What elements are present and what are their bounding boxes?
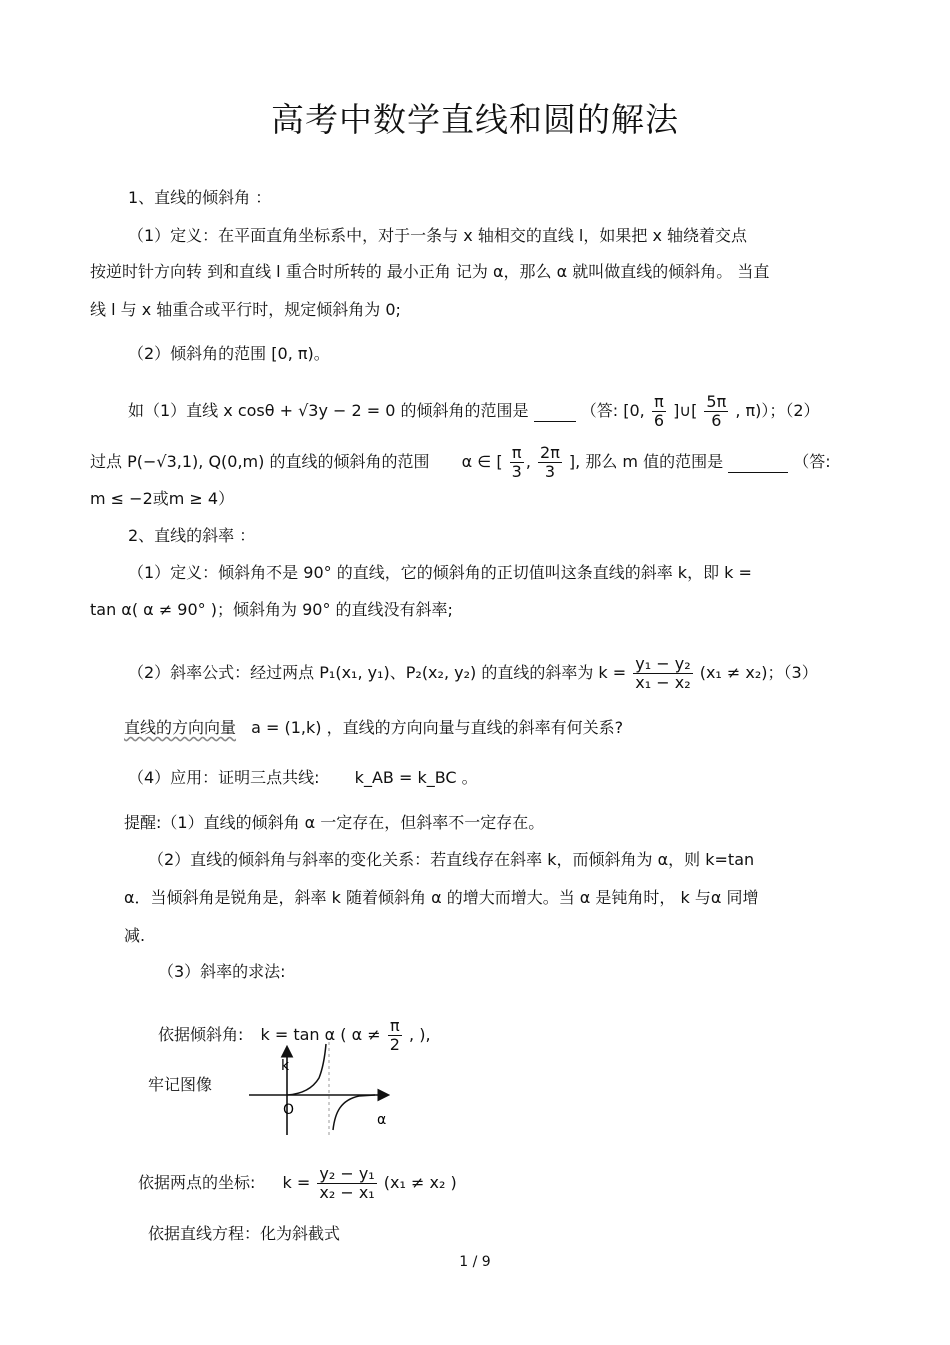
direction-vector-question: ，直线的方向向量与直线的斜率有何关系? [326, 718, 624, 737]
definition-line-1: （1）定义：在平面直角坐标系中，对于一条与 x 轴相交的直线 l，如果把 x 轴绕着交点 [128, 226, 747, 245]
tangent-graph [245, 1040, 405, 1140]
two-point-fraction: $\frac{\text{y₂ − y₁}}{\text{x₂ − x₁}}$ [319, 1164, 375, 1202]
reminder-1: 提醒:（1）直线的倾斜角 α 一定存在，但斜率不一定存在。 [124, 813, 545, 832]
tangent-curve-right [333, 1095, 375, 1130]
graph-label: 牢记图像 [148, 1075, 213, 1094]
application-label: （4）应用：证明三点共线: [128, 768, 320, 787]
reminder-4: 减. [124, 926, 146, 945]
range-text: （2）倾斜角的范围 [0, π)。 [128, 344, 330, 363]
graph-k-label: k [281, 1058, 290, 1074]
slope-formula-prefix: （2）斜率公式：经过两点 P₁(x₁, y₁)、P₂(x₂, y₂) 的直线的斜率为 k = [128, 663, 627, 682]
application [128, 768, 478, 788]
slope-definition-1: （1）定义：倾斜角不是 90° 的直线，它的倾斜角的正切值叫这条直线的斜率 k，即 k = [128, 563, 752, 582]
example-1-question: 如（1）直线 x cosθ + √3y − 2 = 0 的倾斜角的范围是 [128, 401, 529, 420]
method-angle-cond-close: , ), [409, 1025, 431, 1044]
tangent-curve-left [287, 1044, 326, 1095]
fraction-2pi-3: $\frac{2\pi}{3}$ [540, 443, 560, 481]
fraction-5pi-6: $\frac{5\pi}{6}$ [706, 392, 727, 430]
slope-definition-2: tan α( α ≠ 90° )；倾斜角为 90° 的直线没有斜率; [90, 600, 453, 619]
slope-methods-heading: （3）斜率的求法: [158, 962, 286, 981]
graph-origin-label: O [283, 1102, 295, 1118]
page-title: 高考中数学直线和圆的解法 [271, 100, 679, 139]
method-points-label: 依据两点的坐标: [138, 1173, 256, 1192]
fraction-pi-6: $\frac{\pi}{6}$ [653, 392, 665, 430]
example-2-question: 过点 P(−√3,1), Q(0,m) 的直线的倾斜角的范围 [90, 452, 430, 471]
reminder-3: α．当倾斜角是锐角是，斜率 k 随着倾斜角 α 的增大而增大。当 α 是钝角时， k 与α 同增 [124, 888, 759, 907]
union-symbol: ]∪[ [673, 401, 698, 420]
example-2-after: ], 那么 m 值的范围是 [568, 452, 724, 471]
answer-blank-2 [728, 452, 788, 473]
example-2-answer-open: （答: [793, 452, 831, 471]
reminder-2: （2）直线的倾斜角与斜率的变化关系：若直线存在斜率 k，而倾斜角为 α，则 k=tan [148, 850, 755, 869]
example-2: 过点 P(−√3,1), Q(0,m) 的直线的倾斜角的范围 α ∈ [ $\frac{\pi}{3}$ , $\frac{2\pi}{3}$ ], 那么 m 值的范围是 （答: [90, 443, 831, 481]
method-angle-formula: k = tan α [260, 1025, 336, 1044]
example-1 [128, 393, 820, 430]
method-points [138, 1165, 457, 1202]
example-2-answer: m ≤ −2或m ≥ 4） [90, 489, 235, 508]
method-points-cond: (x₁ ≠ x₂ ) [383, 1173, 457, 1192]
example-1-answer-open: （答: [0, [580, 401, 645, 420]
direction-vector-value: a = (1,k) [251, 718, 322, 737]
answer-blank [534, 401, 576, 422]
fraction-pi-2: $\frac{\pi}{2}$ [389, 1016, 400, 1054]
graph-alpha-label: α [377, 1112, 387, 1128]
method-angle-label: 依据倾斜角: [158, 1025, 244, 1044]
method-angle-cond-open: ( α ≠ [340, 1025, 381, 1044]
slope-formula [128, 655, 818, 692]
alpha-in: α ∈ [ [461, 452, 503, 471]
section-2-heading: 2、直线的斜率 ： [128, 526, 256, 545]
example-1-answer-close: , π)）；（2） [735, 401, 820, 420]
collinear-equation: k_AB = k_BC 。 [354, 768, 478, 787]
definition-line-3: 线 l 与 x 轴重合或平行时，规定倾斜角为 0; [90, 300, 401, 319]
method-equation: 依据直线方程：化为斜截式 [148, 1224, 341, 1243]
page-number: 1 / 9 [459, 1254, 491, 1270]
method-points-k: k = [282, 1173, 311, 1192]
slope-fraction: $\frac{\text{y₁ − y₂}}{\text{x₁ − x₂}}$ [635, 654, 691, 692]
fraction-pi-3: $\frac{\pi}{3}$ [511, 443, 522, 481]
direction-vector-label: 直线的方向向量 [124, 718, 237, 737]
section-1-heading: 1、直线的倾斜角 ： [128, 188, 272, 207]
direction-vector [124, 718, 623, 738]
definition-line-2: 按逆时针方向转 到和直线 l 重合时所转的 最小正角 记为 α，那么 α 就叫做直线的倾斜角。 当直 [90, 262, 770, 281]
slope-condition: (x₁ ≠ x₂)；（3） [699, 663, 818, 682]
